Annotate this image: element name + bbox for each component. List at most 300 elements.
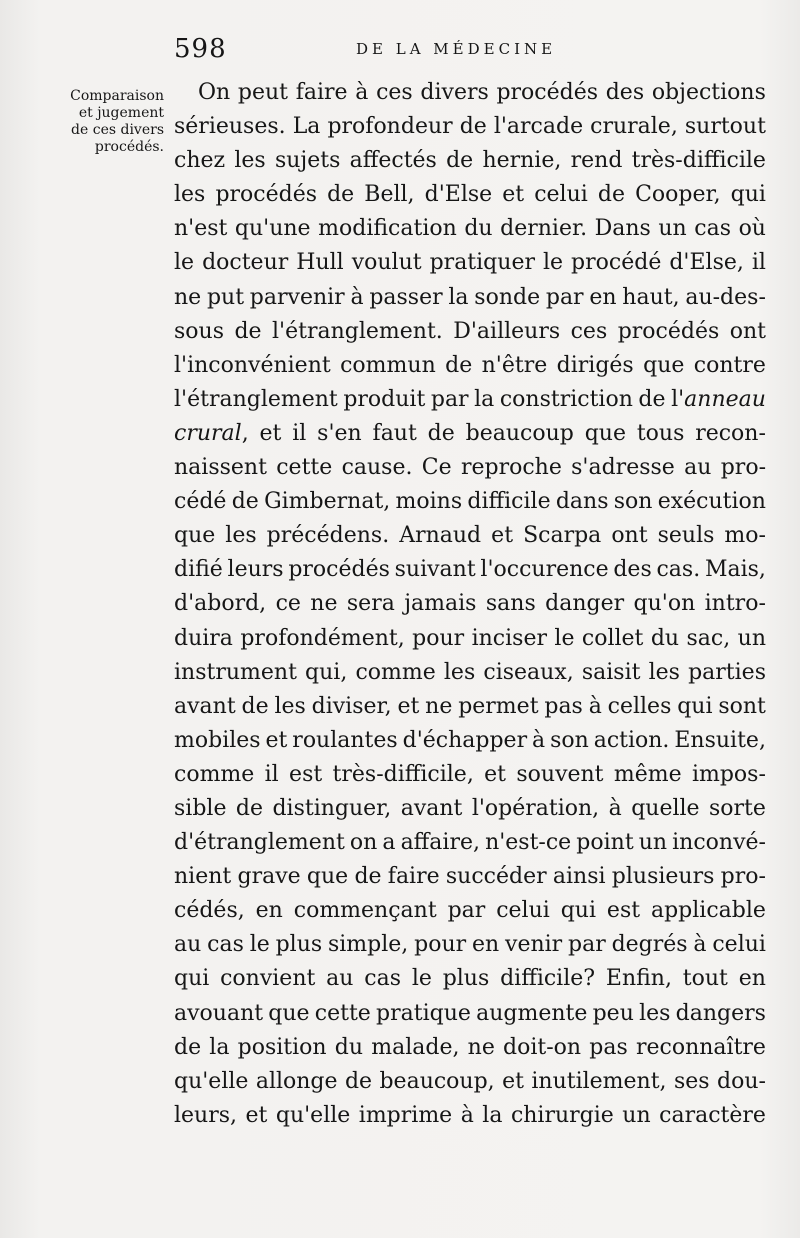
word: ne [467, 1034, 495, 1060]
word: peu [592, 1000, 634, 1026]
word: s'adresse [571, 455, 675, 481]
word: position [237, 1034, 327, 1060]
word: rend [570, 148, 623, 174]
word: de [174, 1034, 202, 1060]
word: à [350, 284, 364, 310]
word: parvenir [249, 284, 345, 310]
text-line [174, 962, 766, 996]
word: de [445, 352, 473, 378]
word: difficile? [500, 966, 596, 992]
word: la [209, 1034, 230, 1060]
text-line [174, 553, 766, 587]
word: qu'une [234, 216, 311, 242]
text-line [174, 451, 766, 485]
word: La [292, 114, 321, 140]
word: procédés [617, 318, 720, 344]
word: son [613, 489, 653, 515]
word: qui [730, 182, 766, 208]
word: de [638, 386, 666, 412]
word: docteur [202, 250, 289, 276]
word: chirurgie [510, 1102, 614, 1128]
word: d'échapper [402, 727, 528, 753]
word: ciseaux, [483, 659, 574, 685]
page-header [0, 34, 800, 74]
word: doit-on [503, 1034, 582, 1060]
word: roulantes [292, 727, 398, 753]
word: ses [673, 1068, 710, 1094]
text-line [174, 315, 766, 349]
word: où [738, 216, 766, 242]
word: seuls [657, 523, 715, 549]
word: et [265, 727, 288, 753]
text-line [174, 212, 766, 246]
word: en [738, 966, 766, 992]
word: cas [364, 966, 401, 992]
word: sujets [274, 148, 341, 174]
word: par [430, 386, 469, 412]
word: Bell, [364, 182, 415, 208]
margin-note-line: Comparaison [70, 88, 164, 104]
word: sérieuses. [174, 114, 286, 140]
word: que [306, 864, 349, 890]
word: précédens. [266, 523, 390, 549]
word: celui [712, 932, 766, 958]
word: dangers [675, 1000, 766, 1026]
word: n'est [174, 216, 228, 242]
word: au-des- [685, 284, 766, 310]
word: imprime [358, 1102, 453, 1128]
word: tout [682, 966, 728, 992]
word: caractère [659, 1102, 766, 1128]
word: et [502, 1068, 524, 1094]
text-line [174, 792, 766, 826]
word: d'étranglement [174, 830, 345, 856]
word: sorte [709, 795, 766, 821]
word: ne [310, 591, 338, 617]
word: Ensuite, [674, 727, 766, 753]
word: comme [355, 659, 436, 685]
word: Cooper, [635, 182, 721, 208]
word: faire [295, 80, 348, 105]
word: à [355, 80, 369, 105]
word: et [245, 1102, 268, 1128]
word: impos- [691, 761, 766, 787]
word: le [249, 932, 270, 958]
word: reconnaître [635, 1034, 766, 1060]
word: de [327, 182, 355, 208]
word: instrument [174, 659, 297, 685]
text-line [174, 110, 766, 144]
word: action. [593, 727, 670, 753]
word: sous [174, 318, 224, 344]
word: Scarpa [523, 523, 602, 549]
word: procédés [496, 80, 599, 105]
word: de [459, 114, 487, 140]
word: sera [346, 591, 395, 617]
word: à [693, 932, 707, 958]
word: inconvé- [672, 830, 766, 856]
word: dans [555, 489, 609, 515]
word: les [443, 659, 476, 685]
word: produit [343, 386, 426, 412]
word: de [597, 182, 625, 208]
word: de [354, 864, 382, 890]
word: ces [376, 80, 413, 105]
text-line [174, 417, 766, 451]
word: cette [314, 1000, 371, 1026]
word: ce [275, 591, 301, 617]
word: peut [237, 80, 289, 105]
word: et [502, 182, 525, 208]
word: qui [677, 693, 713, 719]
word: suivant [394, 557, 476, 583]
word: profondément, [240, 625, 405, 651]
word: cas [694, 216, 732, 242]
text-line [174, 485, 766, 519]
word: commençant [293, 898, 437, 924]
word: haut, [622, 284, 680, 310]
word: inciser [471, 625, 547, 651]
word: il [264, 761, 279, 787]
word: un [638, 830, 668, 856]
word: dou- [716, 1068, 766, 1094]
word: voulut [351, 250, 422, 276]
word: un [622, 1102, 651, 1128]
word: commun [340, 352, 436, 378]
word: la [482, 1102, 503, 1128]
text-line [174, 246, 766, 280]
word: naissent [174, 455, 267, 481]
word: qu'on [633, 591, 696, 617]
text-line [174, 587, 766, 621]
margin-note-line: et jugement [78, 105, 164, 121]
word: moins [395, 489, 463, 515]
running-head: DE LA MÉDECINE [356, 40, 557, 58]
text-line [174, 894, 766, 928]
margin-note-line: de ces divers [71, 122, 164, 138]
word: quelle [631, 795, 700, 821]
text-line [174, 724, 766, 758]
word: distinguer, [272, 795, 392, 821]
word: inutilement, [531, 1068, 667, 1094]
word: souvent [516, 761, 604, 787]
word: avouant [174, 1000, 264, 1026]
word: ont [611, 523, 648, 549]
word: à [588, 693, 602, 719]
word: des [613, 557, 652, 583]
word: sans [485, 591, 536, 617]
word: a [382, 830, 396, 856]
body-text [174, 76, 766, 1133]
word: l'anneau [671, 386, 766, 412]
word: on [349, 830, 378, 856]
text-line [174, 76, 766, 110]
word: ainsi [552, 864, 606, 890]
word: que [584, 420, 626, 446]
word: au [684, 455, 712, 481]
word: d'Else [424, 182, 493, 208]
word: le [411, 966, 432, 992]
text-line [174, 690, 766, 724]
word: ne [425, 693, 453, 719]
word: les [274, 693, 306, 719]
word: permet [458, 693, 539, 719]
word: pour [412, 625, 465, 651]
word: cause. [341, 455, 413, 481]
word: l'étranglement [174, 386, 338, 412]
word: très-difficile [631, 148, 766, 174]
word: même [613, 761, 682, 787]
margin-note [54, 88, 164, 156]
word: dernier. [500, 216, 588, 242]
word: à [532, 727, 546, 753]
word: mo- [724, 523, 766, 549]
word: danger [545, 591, 625, 617]
word: du [464, 216, 493, 242]
word: est [289, 761, 323, 787]
word: dirigés [556, 352, 634, 378]
word: d'abord, [174, 591, 267, 617]
word: les [648, 659, 680, 685]
word: nient [174, 864, 232, 890]
word: leurs [227, 557, 284, 583]
text-line [174, 997, 766, 1031]
word: profondeur [327, 114, 453, 140]
word: la [474, 386, 495, 412]
word: de [235, 795, 264, 821]
word: les [234, 148, 266, 174]
word: le [542, 250, 564, 276]
text-line [174, 860, 766, 894]
word: Dans [594, 216, 651, 242]
word: de [234, 318, 262, 344]
word: Gimbernat, [264, 489, 391, 515]
word: beaucoup, [379, 1068, 495, 1094]
margin-note-line: procédés. [94, 139, 164, 155]
word: des [605, 80, 645, 105]
word: et [484, 761, 507, 787]
word: il [751, 250, 766, 276]
word: qui, [305, 659, 348, 685]
word: un [737, 625, 766, 651]
word: cette [276, 455, 333, 481]
text-line [174, 622, 766, 656]
word: diviser, [311, 693, 392, 719]
word: à [608, 795, 622, 821]
word: point [576, 830, 634, 856]
word: celui [534, 182, 588, 208]
word: tous [636, 420, 685, 446]
word: cas. [656, 557, 701, 583]
word: reproche [460, 455, 562, 481]
word: modification [318, 216, 457, 242]
word: Hull [296, 250, 344, 276]
word: l'étranglement. [272, 318, 443, 344]
word: par [568, 932, 606, 958]
word: avant [174, 693, 236, 719]
word: qu'elle [275, 1102, 351, 1128]
text-line [174, 758, 766, 792]
text-line [174, 383, 766, 417]
word: le [174, 250, 195, 276]
text-line [174, 519, 766, 553]
word: et [397, 693, 420, 719]
word: succéder [445, 864, 547, 890]
text-line [174, 928, 766, 962]
text-line [174, 1031, 766, 1065]
word: augmente [476, 1000, 588, 1026]
word: au [174, 932, 202, 958]
word: les [225, 523, 257, 549]
word: qu'elle [174, 1068, 249, 1094]
word: leurs, [174, 1102, 238, 1128]
word: jamais [404, 591, 477, 617]
word: faire [387, 864, 440, 890]
word: que [174, 523, 216, 549]
text-line [174, 178, 766, 212]
word: constriction [499, 386, 633, 412]
word: qui [174, 966, 210, 992]
word: simple, [327, 932, 409, 958]
word: convient [220, 966, 316, 992]
word: plusieurs [611, 864, 715, 890]
word: passer [369, 284, 443, 310]
word: crurale, [590, 114, 678, 140]
word: l'opération, [471, 795, 600, 821]
word: Arnaud [399, 523, 482, 549]
word: par [447, 898, 486, 924]
word: n'est-ce [485, 830, 572, 856]
word: pratique [376, 1000, 471, 1026]
word: comme [174, 761, 255, 787]
word: plus [275, 932, 323, 958]
word: sonde [474, 284, 541, 310]
word: n'être [481, 352, 548, 378]
word: objections [651, 80, 766, 105]
word: On [198, 80, 231, 105]
word: saisit [581, 659, 641, 685]
word: par [545, 284, 584, 310]
word: D'ailleurs [453, 318, 561, 344]
word: en [255, 898, 283, 924]
word: est [606, 898, 641, 924]
word: hernie, [482, 148, 562, 174]
word: contre [693, 352, 766, 378]
text-line [174, 281, 766, 315]
word: plus [442, 966, 490, 992]
word: que [643, 352, 685, 378]
word: avant [400, 795, 463, 821]
text-line [174, 656, 766, 690]
word: et [491, 523, 514, 549]
word: affectés [349, 148, 437, 174]
word: recon- [695, 420, 766, 446]
word: allonge [255, 1068, 338, 1094]
word: de [446, 148, 474, 174]
word: sont [718, 693, 766, 719]
word: le [554, 625, 575, 651]
word: procédés [288, 557, 390, 583]
word: l'arcade [493, 114, 584, 140]
word: divers [420, 80, 489, 105]
word: surtout [684, 114, 766, 140]
word: au [326, 966, 354, 992]
word: de [241, 693, 269, 719]
text-line [174, 144, 766, 178]
word: faut [372, 420, 417, 446]
word: et [259, 420, 282, 446]
word: Ce [421, 455, 452, 481]
word: cédé [174, 489, 227, 515]
word: chez [174, 148, 226, 174]
word: son [550, 727, 589, 753]
word: pratiquer [429, 250, 535, 276]
word: duira [174, 625, 233, 651]
word: mobiles [174, 727, 261, 753]
word: il [292, 420, 307, 446]
word: l'inconvénient [174, 352, 331, 378]
word: cas [207, 932, 244, 958]
word: de [344, 1068, 373, 1094]
word: à [460, 1102, 474, 1128]
word: parties [688, 659, 766, 685]
word: pas [589, 1034, 628, 1060]
text-line [174, 826, 766, 860]
word: affaire, [400, 830, 480, 856]
word: procédés [215, 182, 318, 208]
word: difficile [467, 489, 551, 515]
word: de [427, 420, 455, 446]
page-number: 598 [174, 34, 227, 64]
word: ont [729, 318, 766, 344]
word: les [174, 182, 206, 208]
word: cédés, [174, 898, 245, 924]
word: sible [174, 795, 227, 821]
word: Mais, [704, 557, 766, 583]
word: degrés [611, 932, 688, 958]
word: pro- [720, 864, 766, 890]
word: en [471, 932, 500, 958]
word: pour [414, 932, 467, 958]
word: Enfin, [605, 966, 672, 992]
word: celles [607, 693, 672, 719]
word: très-difficile, [332, 761, 474, 787]
word: difié [174, 557, 223, 583]
word: s'en [317, 420, 362, 446]
word: du [334, 1034, 364, 1060]
word: applicable [650, 898, 766, 924]
word: ne [174, 284, 202, 310]
word: procédé [571, 250, 662, 276]
text-line [174, 1099, 766, 1133]
word: du [650, 625, 680, 651]
word: collet [581, 625, 644, 651]
word: malade, [371, 1034, 460, 1060]
word: grave [237, 864, 301, 890]
word: qui [560, 898, 597, 924]
word: exécution [657, 489, 766, 515]
word: pas [544, 693, 583, 719]
text-line [174, 349, 766, 383]
word: pro- [720, 455, 766, 481]
word: de [231, 489, 259, 515]
word: sac, [686, 625, 731, 651]
word: crural, [174, 420, 249, 446]
word: intro- [704, 591, 766, 617]
word: les [639, 1000, 671, 1026]
word: que [268, 1000, 310, 1026]
word: ces [570, 318, 608, 344]
